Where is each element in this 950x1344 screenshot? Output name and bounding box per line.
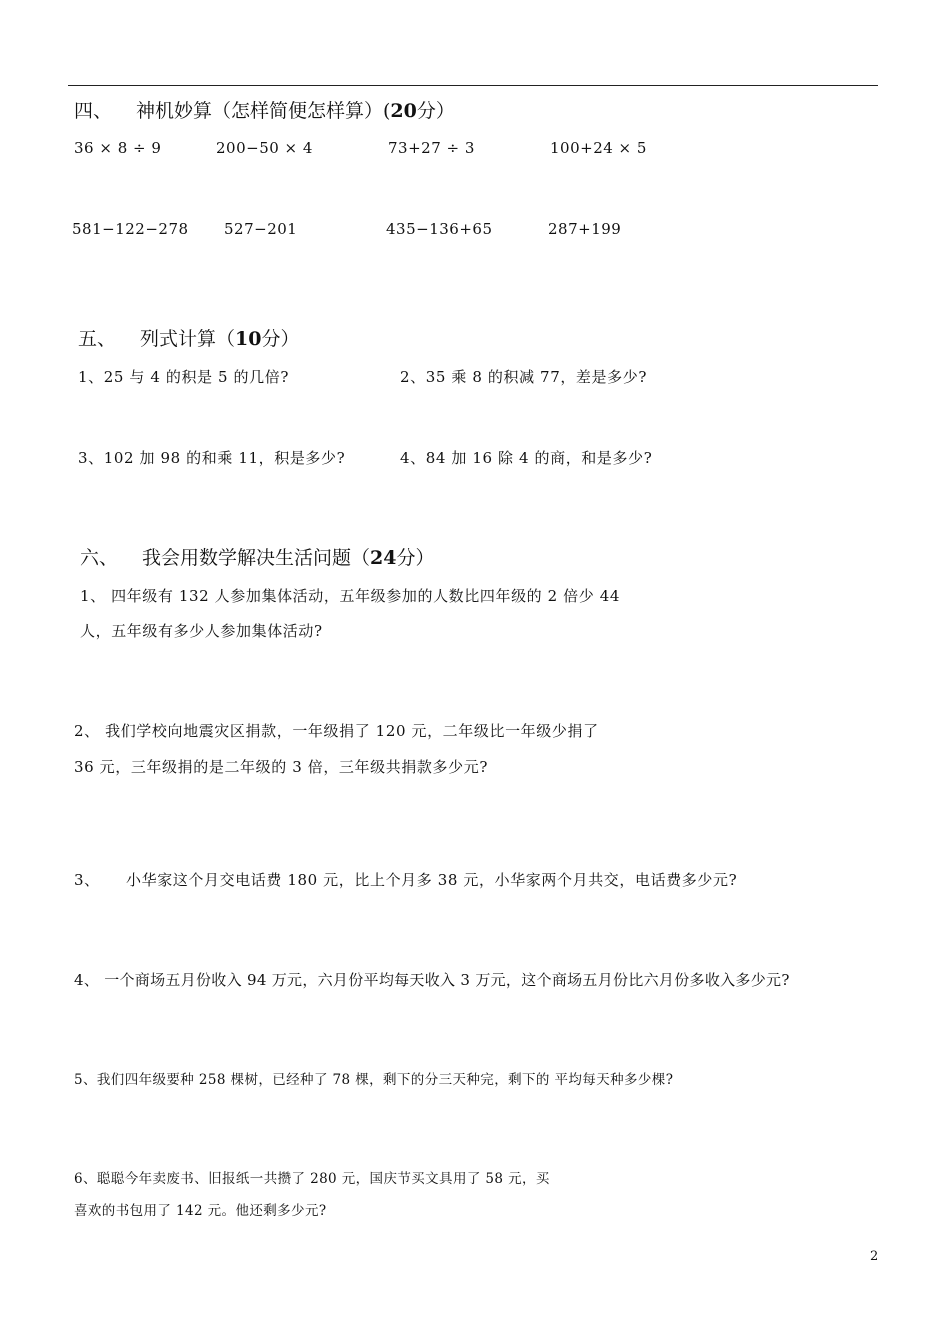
problem-2-line-2: 36 元，三年级捐的是二年级的 3 倍，三年级共捐款多少元? (74, 758, 488, 776)
calc-item: 36 × 8 ÷ 9 (74, 139, 162, 157)
section-4-number: 四、 (74, 100, 113, 122)
problem-3-text: 小华家这个月交电话费 180 元，比上个月多 38 元，小华家两个月共交，电话费多少元? (126, 871, 738, 889)
section-4-score: 20 (390, 100, 417, 122)
section-6-title: 我会用数学解决生活问题（ (142, 547, 371, 569)
section-4-unit: 分） (416, 100, 455, 122)
page-number: 2 (870, 1249, 879, 1264)
problem-1-line-2: 人，五年级有多少人参加集体活动? (80, 622, 323, 640)
section-5-unit: 分） (261, 328, 300, 350)
section-6-heading (80, 543, 434, 570)
problem-5: 5、我们四年级要种 258 棵树，已经种了 78 棵，剩下的分三天种完，剩下的 平均每天种多少棵? (74, 1072, 674, 1088)
section-6-unit: 分） (396, 547, 435, 569)
problem-3 (74, 869, 737, 890)
question-item: 4、84 加 16 除 4 的商，和是多少? (400, 449, 653, 467)
calc-item: 581−122−278 (72, 220, 189, 238)
problem-4: 4、 一个商场五月份收入 94 万元，六月份平均每天收入 3 万元，这个商场五月份比六月份多收入多少元? (74, 971, 790, 989)
question-item: 3、102 加 98 的和乘 11，积是多少? (78, 449, 346, 467)
section-5-score: 10 (235, 328, 262, 350)
calc-item: 435−136+65 (386, 220, 493, 238)
problem-2-line-1: 2、 我们学校向地震灾区捐款，一年级捐了 120 元，二年级比一年级少捐了 (74, 722, 599, 740)
problem-6-line-2: 喜欢的书包用了 142 元。他还剩多少元? (74, 1203, 327, 1219)
question-item: 1、25 与 4 的积是 5 的几倍? (78, 368, 290, 386)
calc-item: 200−50 × 4 (216, 139, 313, 157)
section-5-number: 五、 (78, 328, 117, 350)
section-4-title: 神机妙算（怎样简便怎样算）( (136, 100, 391, 122)
problem-1-line-1: 1、 四年级有 132 人参加集体活动，五年级参加的人数比四年级的 2 倍少 44 (80, 587, 621, 605)
problem-3-number: 3、 (74, 871, 100, 889)
calc-item: 73+27 ÷ 3 (388, 139, 475, 157)
calc-item: 100+24 × 5 (550, 139, 647, 157)
calc-item: 287+199 (548, 220, 622, 238)
top-rule (68, 85, 878, 86)
section-4-heading (74, 96, 455, 123)
problem-6-line-1: 6、聪聪今年卖废书、旧报纸一共攒了 280 元，国庆节买文具用了 58 元，买 (74, 1171, 550, 1187)
section-5-heading (78, 324, 299, 351)
section-6-score: 24 (370, 547, 397, 569)
section-5-title: 列式计算（ (140, 328, 236, 350)
calc-item: 527−201 (224, 220, 298, 238)
section-6-number: 六、 (80, 547, 119, 569)
question-item: 2、35 乘 8 的积减 77，差是多少? (400, 368, 647, 386)
